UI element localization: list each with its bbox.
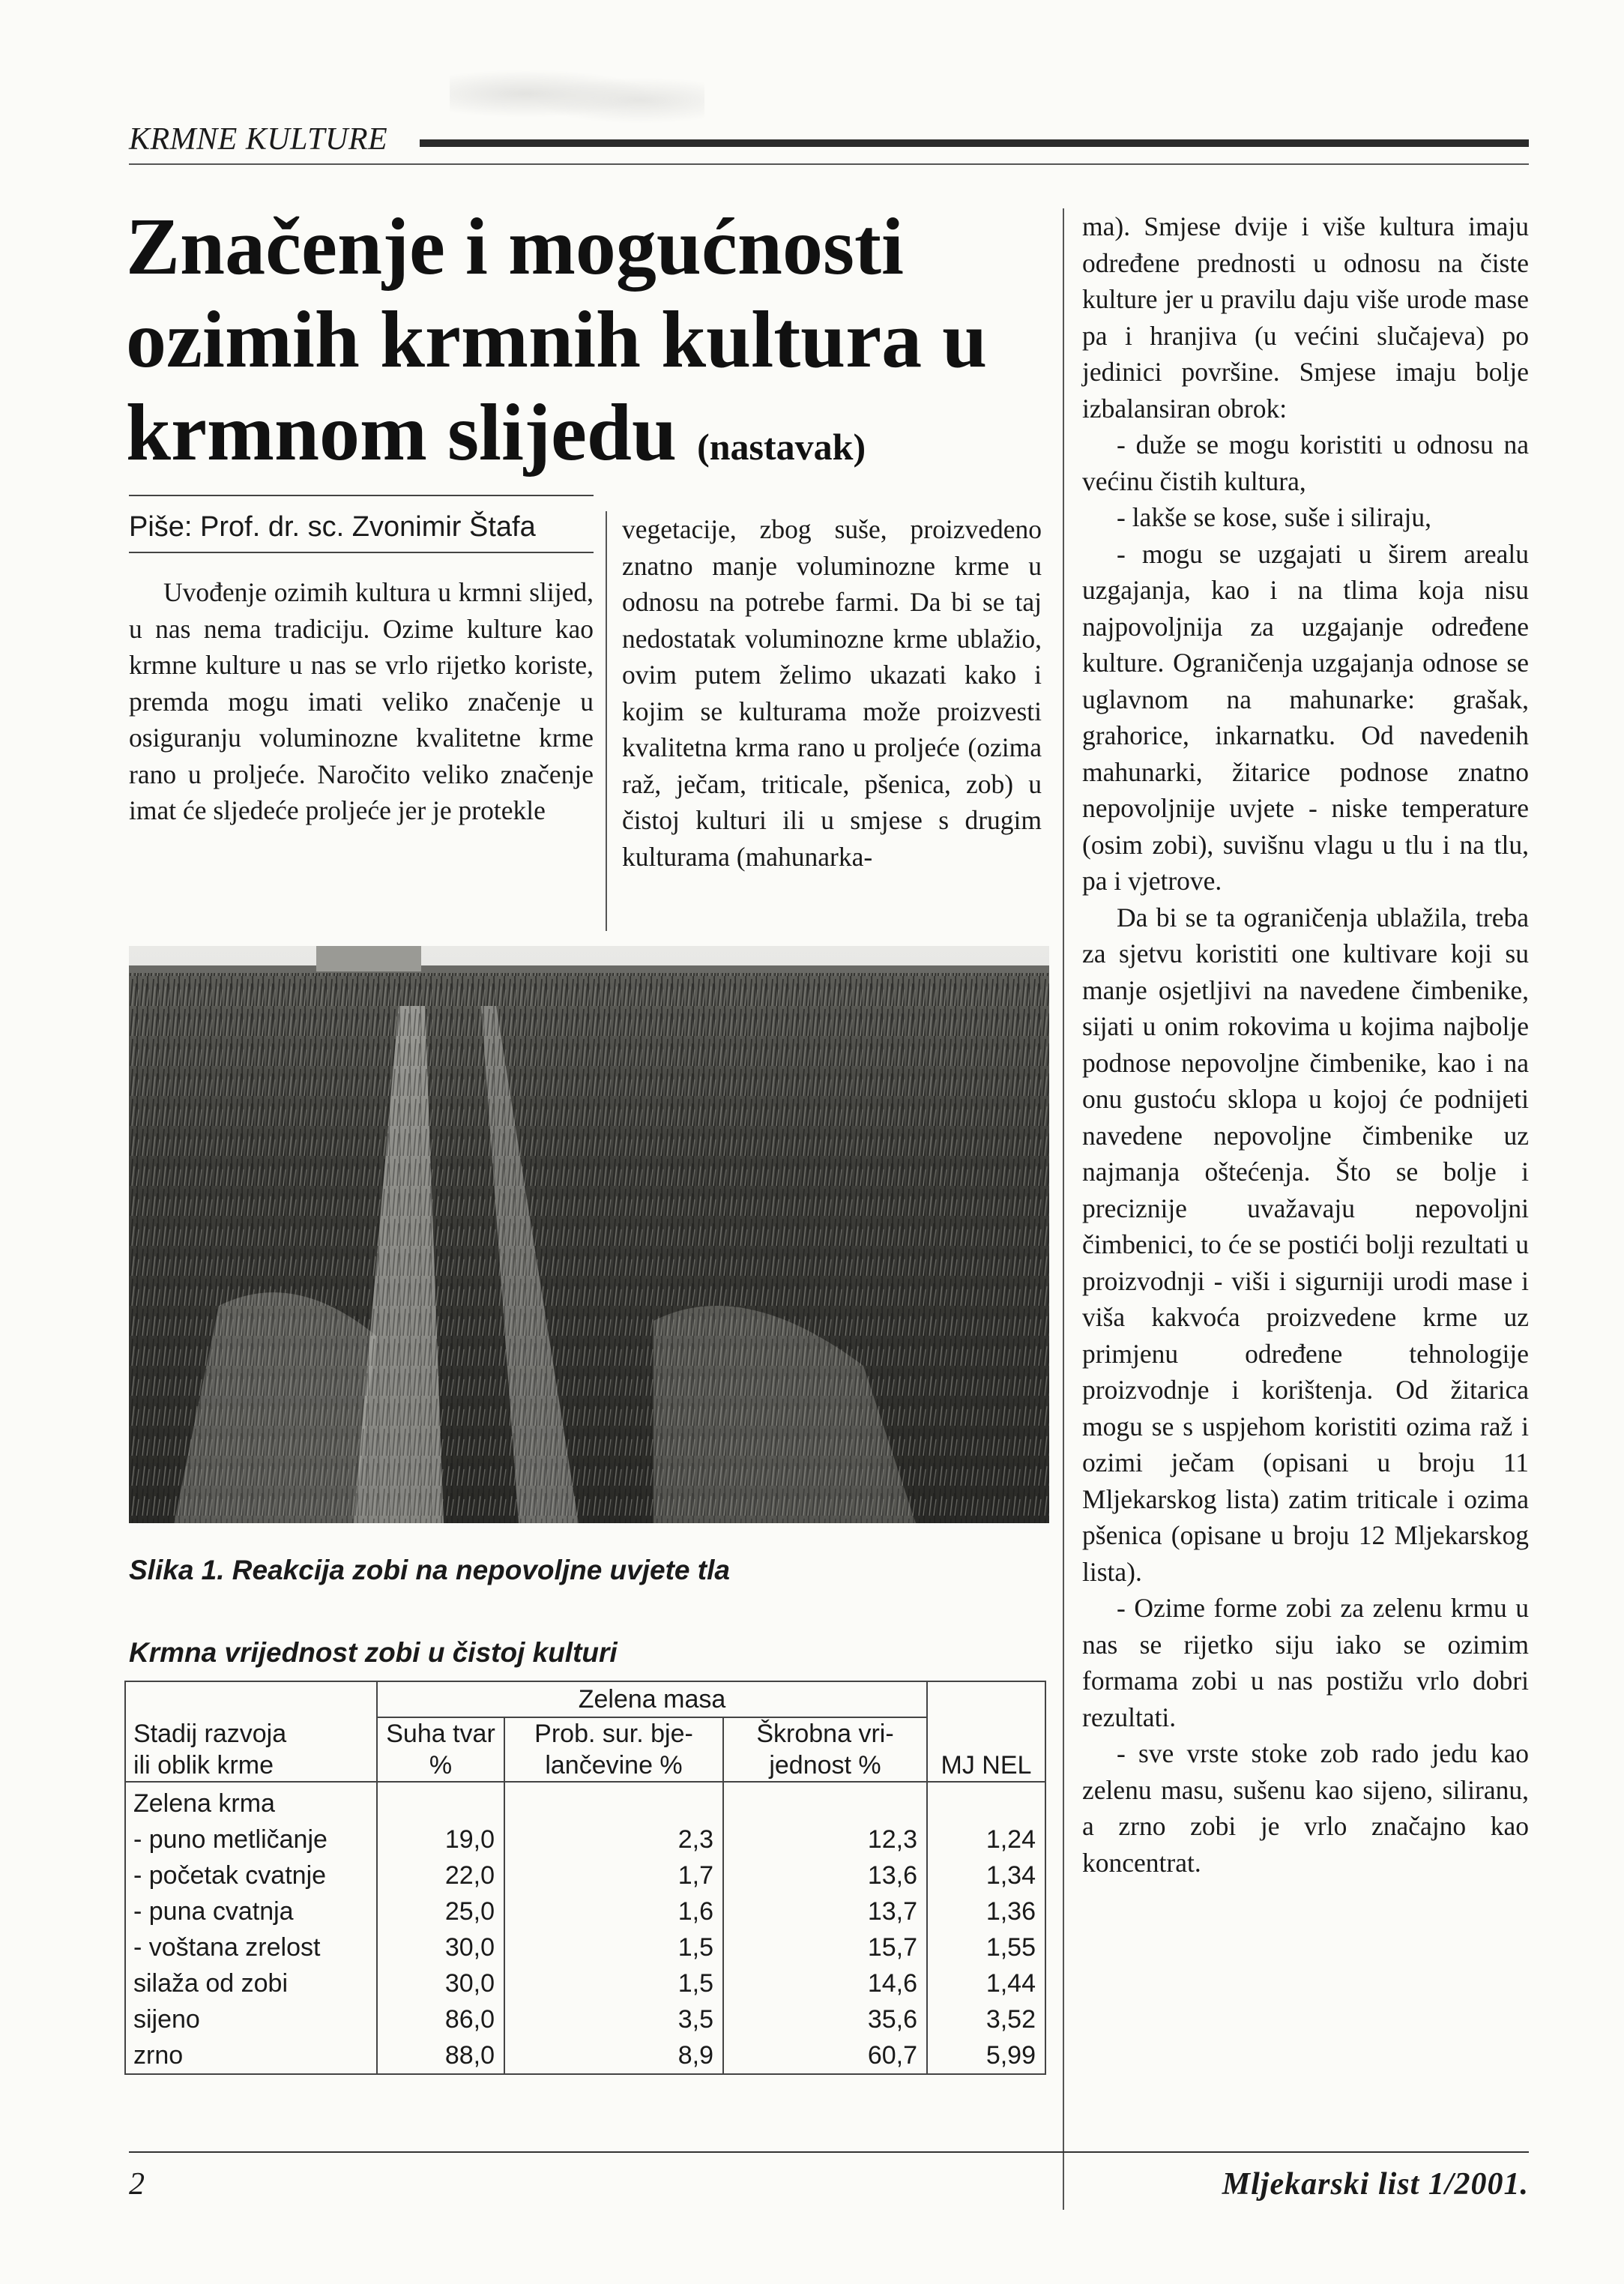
row-label: - voštana zrelost xyxy=(125,1929,377,1965)
cell-dry-matter: 88,0 xyxy=(377,2037,504,2074)
footer-rule xyxy=(129,2151,1529,2153)
table-row xyxy=(125,1782,1045,1822)
row-label: zrno xyxy=(125,2037,377,2074)
header-nel: MJ NEL xyxy=(927,1681,1045,1782)
text-column-2 xyxy=(622,511,1042,875)
table-row xyxy=(125,2001,1045,2037)
header-starch-value xyxy=(723,1717,927,1782)
row-label: - početak cvatnje xyxy=(125,1857,377,1893)
cell-dry-matter: 86,0 xyxy=(377,2001,504,2037)
row-label: sijeno xyxy=(125,2001,377,2037)
cell-starch-value: 15,7 xyxy=(723,1929,927,1965)
cell-nel: 1,34 xyxy=(927,1857,1045,1893)
cell-dry-matter: 30,0 xyxy=(377,1929,504,1965)
table-row xyxy=(125,1965,1045,2001)
journal-name: Mljekarski list 1/2001. xyxy=(1222,2167,1529,2202)
author-byline: Piše: Prof. dr. sc. Zvonimir Štafa xyxy=(129,511,536,543)
col3-bullet-3: - mogu se uzgajati u širem arealu uzgajanja, kao i na tlima koja nisu najpovoljnija za uzgajanje određene kulture. Ograničenja uzgajanja odnose se uglavnom na mahunarke: grašak, grahorice, inkarnatku. Od navedenih mahunarki, žitarice podnose znatno nepovoljnije uvjete - niske temperature (osim zobi), suvišnu vlagu u tlu i na tlu, pa i vjetrove. xyxy=(1082,538,1529,896)
table-row xyxy=(125,1893,1045,1929)
col3-paragraph-2: Da bi se ta ograničenja ublažila, treba za sjetvu koristiti one kultivare koji su manje osjetljivi na navedene čimbenike, sijati u onim rokovima u kojima najbolje podnose nepovoljne čimbenike, kao i na onu gustoću sklopa u kojoj će podnijeti navedene nepovoljne čimbenike uz najmanja oštećenja. Što se bolje i preciznije uvažavaju nepovoljni čimbenici, to će se postići bolji rezultati u proizvodnji - viši i sigurniji urodi mase i viša kakvoća proizvedene krme uz primjenu određene tehnologije proizvodnje i korištenja. Od žitarica mogu se s uspjehom koristiti ozima raž i ozimi ječam (opisani u broju 11 Mljekarskog lista) zatim triticale i ozima pšenica (opisane u broju 12 Mljekarskog lista). xyxy=(1082,902,1529,1587)
title-line-1: Značenje i mogućnosti xyxy=(126,202,904,292)
cell-crude-protein: 8,9 xyxy=(504,2037,723,2074)
col1-paragraph: Uvođenje ozimih kultura u krmni slijed, u nas nema tradiciju. Ozime kulture kao krmne kulture u nas se vrlo rijetko koriste, premda mogu imati veliko značenje u osiguranju voluminozne kvalitetne krme rano u proljeće. Naročito veliko značenje imat će sljedeće proljeće jer je protekle xyxy=(129,577,594,825)
header-stage-l1: Stadij razvoja xyxy=(133,1720,287,1748)
col3-bullet-5: - sve vrste stoke zob rado jedu kao zelenu masu, sušenu kao sijeno, siliranu, a zrno zobi je vrlo značajno kao koncentrat. xyxy=(1082,1738,1529,1878)
cell-nel: 1,55 xyxy=(927,1929,1045,1965)
cell-starch-value: 12,3 xyxy=(723,1822,927,1857)
header-rule xyxy=(420,139,1529,147)
header-stage xyxy=(125,1681,377,1782)
table-row xyxy=(125,1929,1045,1965)
table-row xyxy=(125,1822,1045,1857)
text-column-3 xyxy=(1082,208,1529,1881)
scan-artifact xyxy=(450,60,704,127)
cell-nel: 3,52 xyxy=(927,2001,1045,2037)
feed-value-table xyxy=(124,1681,1046,2075)
cell-crude-protein: 1,5 xyxy=(504,1929,723,1965)
column-divider-1 xyxy=(606,511,607,931)
cell-nel: 1,44 xyxy=(927,1965,1045,2001)
row-label: - puno metličanje xyxy=(125,1822,377,1857)
cell-crude-protein: 1,7 xyxy=(504,1857,723,1893)
cell-dry-matter: 22,0 xyxy=(377,1857,504,1893)
cell-crude-protein: 3,5 xyxy=(504,2001,723,2037)
figure-photo-oat-field xyxy=(129,946,1049,1523)
header-starch-l1: Škrobna vri- xyxy=(756,1720,894,1748)
table-title: Krmna vrijednost zobi u čistoj kulturi xyxy=(129,1637,618,1668)
col3-bullet-1: - duže se mogu koristiti u odnosu na većinu čistih kultura, xyxy=(1082,430,1529,496)
header-group-green-mass: Zelena masa xyxy=(377,1681,927,1717)
table-row xyxy=(125,2037,1045,2074)
header-rule-thin xyxy=(129,163,1529,165)
cell-crude-protein: 2,3 xyxy=(504,1822,723,1857)
oat-field-image xyxy=(129,946,1049,1523)
col3-paragraph-1: ma). Smjese dvije i više kultura imaju određene prednosti u odnosu na čiste kulture jer u pravilu daju više urode mase pa i hranjiva (u većini slučajeva) po jedinici površine. Smjese imaju bolje izbalansiran obrok: xyxy=(1082,211,1529,424)
header-crude-protein xyxy=(504,1717,723,1782)
title-suffix: (nastavak) xyxy=(697,426,866,468)
title-line-2: ozimih krmnih kultura u xyxy=(126,295,988,385)
header-cp-l1: Prob. sur. bje- xyxy=(534,1720,693,1748)
col3-bullet-4: - Ozime forme zobi za zelenu krmu u nas se rijetko siju iako se ozimim formama zobi u nas postižu vrlo dobri rezultati. xyxy=(1082,1593,1529,1732)
author-rule xyxy=(129,552,594,553)
cell-crude-protein: 1,6 xyxy=(504,1893,723,1929)
cell-starch-value: 60,7 xyxy=(723,2037,927,2074)
title-line-3-text: krmnom slijedu xyxy=(126,388,677,477)
cell-dry-matter: 30,0 xyxy=(377,1965,504,2001)
header-dm-l2: % xyxy=(429,1751,453,1780)
row-label: silaža od zobi xyxy=(125,1965,377,2001)
title-rule xyxy=(129,495,594,496)
row-group-label: Zelena krma xyxy=(125,1782,377,1822)
article-title xyxy=(126,201,1070,493)
cell-starch-value: 13,7 xyxy=(723,1893,927,1929)
cell-starch-value: 14,6 xyxy=(723,1965,927,2001)
table-row xyxy=(125,1857,1045,1893)
figure-caption: Slika 1. Reakcija zobi na nepovoljne uvjete tla xyxy=(129,1555,730,1585)
cell-crude-protein: 1,5 xyxy=(504,1965,723,2001)
cell-dry-matter: 25,0 xyxy=(377,1893,504,1929)
cell-nel: 5,99 xyxy=(927,2037,1045,2074)
text-column-1 xyxy=(129,574,594,829)
col3-bullet-2: - lakše se kose, suše i siliraju, xyxy=(1117,502,1432,532)
column-divider-2 xyxy=(1063,208,1064,2210)
title-line-3 xyxy=(126,387,1070,493)
col2-paragraph: vegetacije, zbog suše, proizvedeno znatno manje voluminozne krme u odnosu na potrebe farmi. Da bi se taj nedostatak voluminozne krme ublažio, ovim putem želimo ukazati kako i kojim se kulturama može proizvesti kvalitetna krma rano u proljeće (ozima raž, ječam, triticale, pšenica, zob) u čistoj kulturi ili u smjese s drugim kulturama (mahunarka- xyxy=(622,514,1042,872)
row-label: - puna cvatnja xyxy=(125,1893,377,1929)
header-cp-l2: lančevine % xyxy=(545,1751,683,1780)
section-label: KRMNE KULTURE xyxy=(129,122,388,157)
header-dry-matter xyxy=(377,1717,504,1782)
cell-nel: 1,36 xyxy=(927,1893,1045,1929)
header-stage-l2: ili oblik krme xyxy=(133,1751,274,1780)
cell-dry-matter: 19,0 xyxy=(377,1822,504,1857)
cell-nel: 1,24 xyxy=(927,1822,1045,1857)
page-number: 2 xyxy=(129,2167,145,2202)
header-dm-l1: Suha tvar xyxy=(386,1720,495,1748)
cell-starch-value: 13,6 xyxy=(723,1857,927,1893)
cell-starch-value: 35,6 xyxy=(723,2001,927,2037)
header-starch-l2: jednost % xyxy=(769,1751,881,1780)
